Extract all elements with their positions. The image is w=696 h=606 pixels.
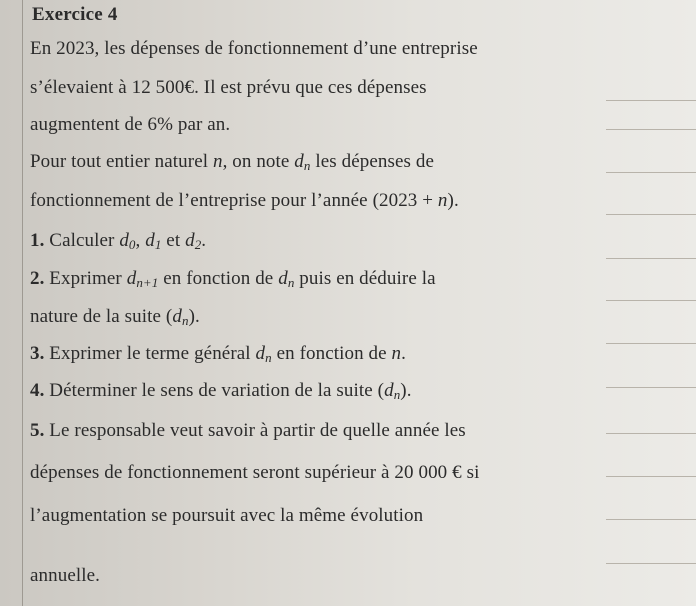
question-number: 5. [30,420,45,441]
question-number: 4. [30,380,45,401]
question-number: 1. [30,230,45,251]
question-5-line-1: 5. Le responsable veut savoir à partir de quelle année les [30,420,466,441]
variable-n: n [212,151,223,172]
definition-line-1 [30,151,434,173]
question-number: 3. [30,343,45,364]
ruled-line [606,129,696,130]
exercise-title: Exercice 4 [32,4,118,25]
ruled-line [606,214,696,215]
definition-text: ). [447,190,459,211]
ruled-line [606,476,696,477]
question-5-line-2: dépenses de fonctionnement seront supérieur à 20 000 € si [30,462,480,483]
definition-text: , on note [222,151,295,172]
margin-line [22,0,23,606]
ruled-line [606,387,696,388]
ruled-line [606,258,696,259]
ruled-line [606,300,696,301]
question-4: 4. Déterminer le sens de variation de la suite $(d_n)$. [30,380,412,402]
question-5-line-3: l’augmentation se poursuit avec la même évolution [30,505,424,526]
question-3: 3. Exprimer le terme général $d_n$ en fonction de n. [30,343,407,365]
ruled-line [606,563,696,564]
question-1: 1. Calculer $d_0$, $d_1$ et $d_2$. [30,230,207,252]
variable-n: n [437,190,448,211]
intro-line-1: En 2023, les dépenses de fonctionnement d’une entreprise [30,38,478,59]
definition-text: fonctionnement de l’entreprise pour l’année (2023 + [30,190,438,211]
intro-line-3: augmentent de 6% par an. [30,114,231,135]
ruled-line [606,172,696,173]
definition-text: les dépenses de [310,151,434,172]
question-number: 2. [30,268,45,289]
term-dn: $d_n$ [294,151,311,173]
ruled-line [606,343,696,344]
ruled-line [606,433,696,434]
ruled-line [606,519,696,520]
ruled-line [606,100,696,101]
definition-line-2 [30,190,459,212]
question-5-line-4: annuelle. [30,565,101,586]
question-2-line-1: 2. Exprimer $d_{n+1}$ en fonction de $d_n$ puis en déduire la [30,268,436,290]
question-2-line-2: nature de la suite $(d_n)$. [30,306,200,328]
intro-line-2: s’élevaient à 12 500€. Il est prévu que ces dépenses [30,77,427,98]
definition-text: Pour tout entier naturel [30,151,213,172]
